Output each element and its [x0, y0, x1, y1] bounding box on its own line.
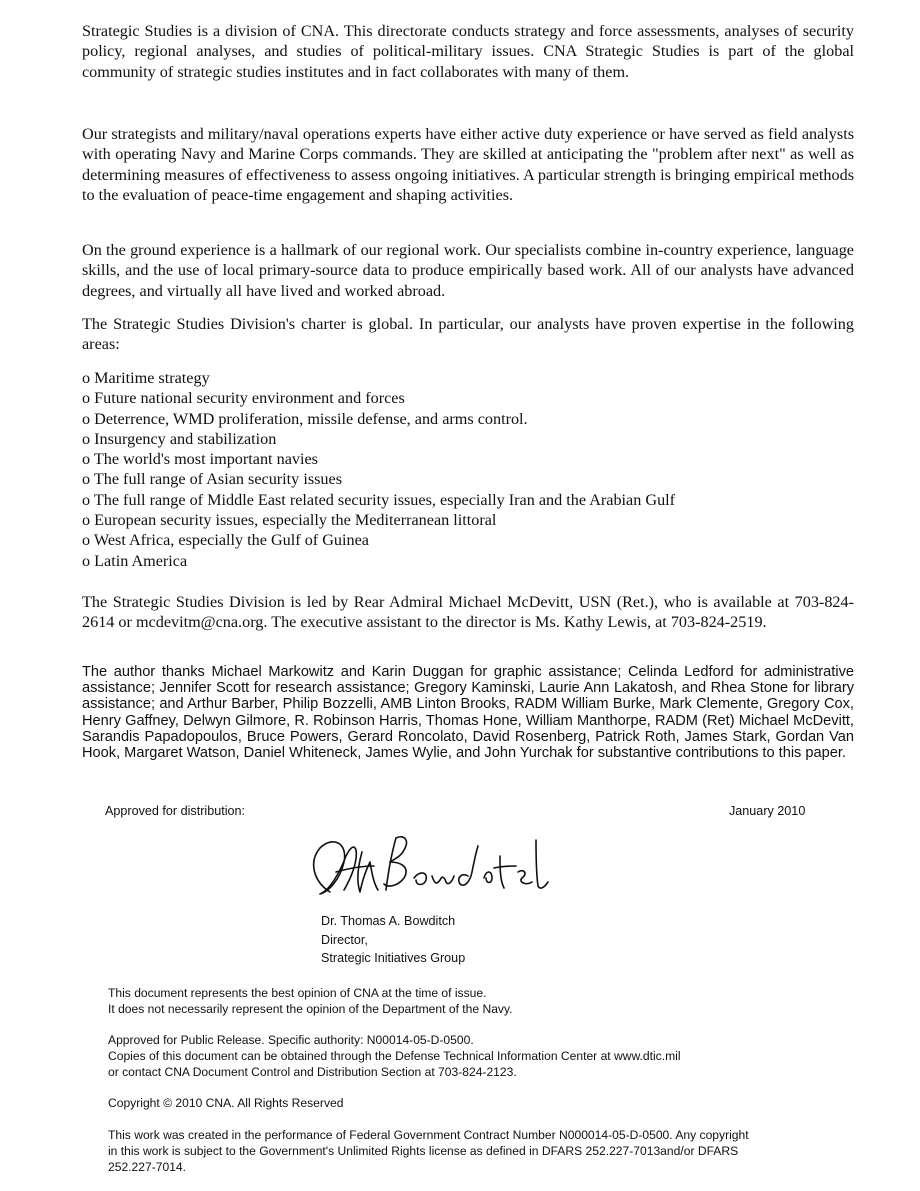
release-line: or contact CNA Document Control and Distribution Section at 703-824-2123.: [108, 1065, 517, 1080]
signature-icon: [300, 832, 550, 904]
list-item: o Future national security environment and forces: [82, 389, 405, 408]
list-item: o Insurgency and stabilization: [82, 429, 277, 448]
list-item: o European security issues, especially the Mediterranean littoral: [82, 511, 497, 530]
regional-work-paragraph: On the ground experience is a hallmark of our regional work. Our specialists combine in-country experience, language skills, and the use of local primary-source data to produce empirically based work. All of our analysts have advanced degrees, and virtually all have lived and worked abroad.: [82, 241, 854, 300]
list-item: o The full range of Asian security issues: [82, 470, 342, 489]
expertise-areas-list: [82, 368, 854, 571]
list-item: o Deterrence, WMD proliferation, missile defense, and arms control.: [82, 409, 528, 428]
list-item: o Latin America: [82, 551, 188, 570]
approved-for-distribution-label: Approved for distribution:: [105, 804, 246, 818]
list-item: o The world's most important navies: [82, 450, 318, 469]
release-line: Approved for Public Release. Specific authority: N00014-05-D-0500.: [108, 1033, 474, 1047]
signer-group: Strategic Initiatives Group: [321, 951, 466, 965]
list-item: o West Africa, especially the Gulf of Guinea: [82, 531, 369, 550]
opinion-line: It does not necessarily represent the opinion of the Department of the Navy.: [108, 1002, 513, 1017]
signer-name: Dr. Thomas A. Bowditch: [321, 914, 456, 928]
charter-paragraph: The Strategic Studies Division's charter is global. In particular, our analysts have proven expertise in the following areas:: [82, 315, 854, 354]
contract-statement: [108, 1127, 828, 1176]
release-statement: [108, 1032, 828, 1081]
intro-paragraph: Strategic Studies is a division of CNA. This directorate conducts strategy and force assessments, analyses of security policy, regional analyses, and studies of political-military issues. CNA Strategic Studies is part of the global community of strategic studies institutes and in fact collaborates with many of them.: [82, 22, 854, 81]
list-item: o Maritime strategy: [82, 369, 210, 387]
contract-line: 252.227-7014.: [108, 1160, 187, 1175]
approval-date: January 2010: [729, 804, 806, 818]
list-item: o The full range of Middle East related security issues, especially Iran and the Arabian Gulf: [82, 490, 676, 509]
leader-paragraph: The Strategic Studies Division is led by Rear Admiral Michael McDevitt, USN (Ret.), who is available at 703-824-2614 or mcdevitm@cna.org. The executive assistant to the director is Ms. Kathy Lewis, at 703-824-2519.: [82, 593, 854, 632]
contract-line: in this work is subject to the Government's Unlimited Rights license as defined in DFARS 252.227-7013and/or DFARS: [108, 1144, 739, 1159]
opinion-disclaimer: [108, 985, 828, 1017]
release-line: Copies of this document can be obtained through the Defense Technical Information Center at www.dtic.mil: [108, 1049, 681, 1064]
strategists-paragraph: Our strategists and military/naval operations experts have either active duty experience or have served as field analysts with operating Navy and Marine Corps commands. They are skilled at anticipating the "problem after next" as well as determining measures of effectiveness to assess ongoing initiatives. A particular strength is bringing empirical methods to the evaluation of peace-time engagement and shaping activities.: [82, 125, 854, 204]
acknowledgments-paragraph: The author thanks Michael Markowitz and Karin Duggan for graphic assistance; Celinda Ledford for administrative assistance; Jennifer Scott for research assistance; Gregory Kaminski, Laurie Ann Lakatosh, and Rhea Stone for library assistance; and Arthur Barber, Philip Bozzelli, AMB Linton Brooks, RADM William Burke, Mark Clemente, Gregory Cox, Henry Gaffney, Delwyn Gilmore, R. Robinson Harris, Thomas Hone, William Manthorpe, RADM (Ret) Michael McDevitt, Sarandis Papadopoulos, Bruce Powers, Gerard Roncolato, David Rosenberg, Patrick Roth, James Stark, Gordan Van Hook, Margaret Watson, Daniel Whiteneck, James Wylie, and John Yurchak for substantive contributions to this paper.: [82, 664, 854, 762]
signer-title: Director,: [321, 932, 368, 947]
contract-line: This work was created in the performance of Federal Government Contract Number N000014-05-D-0500. Any copyright: [108, 1128, 749, 1142]
copyright-notice: Copyright © 2010 CNA. All Rights Reserved: [108, 1096, 344, 1110]
signature-block: [321, 912, 465, 968]
opinion-line: This document represents the best opinion of CNA at the time of issue.: [108, 986, 487, 1000]
